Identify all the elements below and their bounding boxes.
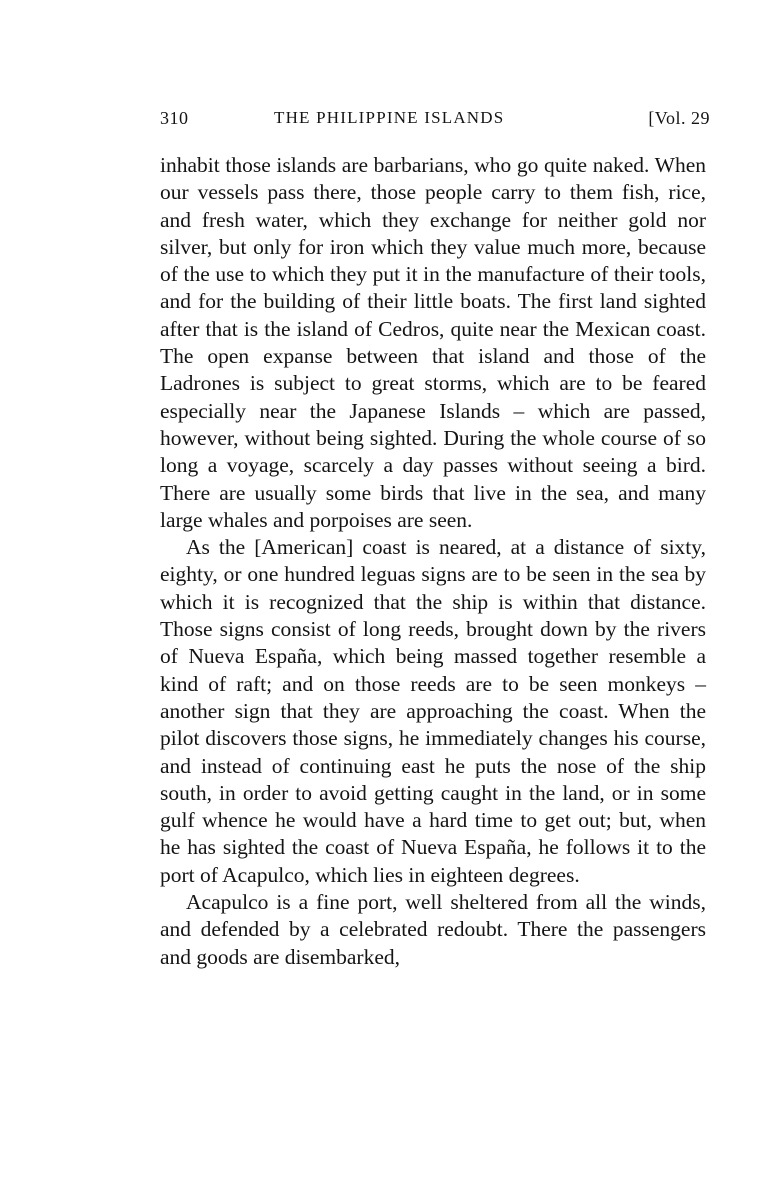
volume-label: [Vol. 29 — [648, 108, 710, 128]
paragraph-american-coast: As the [American] coast is neared, at a distance of sixty, eighty, or one hundred leguas signs are to be seen in the sea by which it is recognized that the ship is within that distance. Those signs consist of long reeds, brought down by the rivers of Nueva España, which being massed together resemble a kind of raft; and on those reeds are to be seen monkeys – another sign that they are approaching the coast. When the pilot discovers those signs, he immediately changes his course, and instead of continuing east he puts the nose of the ship south, in order to avoid getting caught in the land, or in some gulf whence he would have a hard time to get out; but, when he has sighted the coast of Nueva España, he follows it to the port of Acapulco, which lies in eighteen degrees. — [160, 535, 706, 887]
paragraph-continued: inhabit those islands are barbarians, who go quite naked. When our vessels pass there, those people carry to them fish, rice, and fresh water, which they exchange for neither gold nor silver, but only for iron which they value much more, because of the use to which they put it in the manufacture of their tools, and for the building of their little boats. The first land sighted after that is the island of Cedros, quite near the Mexican coast. The open expanse between that island and those of the Ladrones is subject to great storms, which are to be feared especially near the Japanese Islands – which are passed, however, without being sighted. During the whole course of so long a voyage, scarcely a day passes without seeing a bird. There are usually some birds that live in the sea, and many large whales and porpoises are seen. — [160, 153, 706, 532]
paragraph-acapulco: Acapulco is a fine port, well sheltered from all the winds, and defended by a celebrated redoubt. There the passengers and goods are disembarked, — [160, 890, 706, 969]
page-number: 310 — [160, 108, 189, 128]
body-text — [160, 152, 706, 971]
running-head — [160, 108, 710, 134]
running-title: THE PHILIPPINE ISLANDS — [274, 108, 505, 127]
